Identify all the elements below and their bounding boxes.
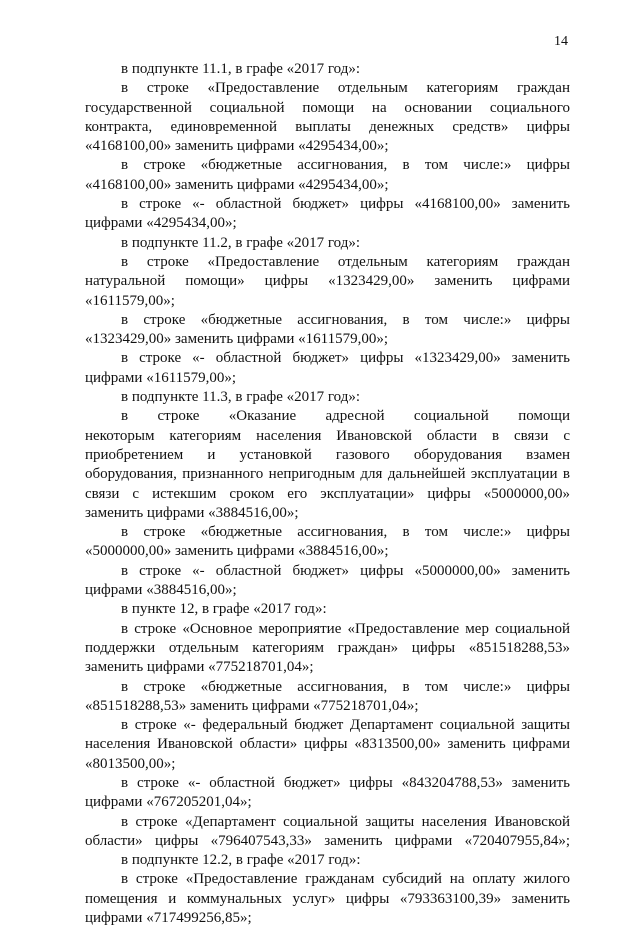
text-line: поддержки отдельным категориям граждан» цифры «851518288,53» [85, 639, 570, 656]
text-line: в строке «- областной бюджет» цифры «4168100,00» заменить [121, 196, 570, 213]
text-line: в строке «- федеральный бюджет Департамент социальной защиты [121, 717, 570, 734]
text-line: «8013500,00»; [85, 755, 176, 772]
text-line: «1611579,00»; [85, 292, 175, 309]
text-line: контракта, единовременной выплаты денежных средств» цифры [85, 118, 570, 135]
text-line: в строке «Предоставление гражданам субсидий на оплату жилого [121, 871, 570, 888]
text-line: заменить цифрами «3884516,00»; [85, 504, 299, 521]
text-line: государственной социальной помощи на основании социального [85, 99, 570, 116]
text-line: цифрами «717499256,85»; [85, 910, 252, 927]
text-line: «1323429,00» заменить цифрами «1611579,00»; [85, 331, 388, 348]
text-line: в подпункте 11.3, в графе «2017 год»: [121, 389, 361, 406]
text-line: в строке «бюджетные ассигнования, в том числе:» цифры [121, 311, 570, 328]
text-line: в строке «Оказание адресной социальной помощи [121, 408, 570, 425]
text-line: натуральной помощи» цифры «1323429,00» заменить цифрами [85, 273, 570, 290]
text-line: цифрами «3884516,00»; [85, 582, 237, 599]
text-line: в пункте 12, в графе «2017 год»: [121, 601, 327, 618]
text-line: связи с истекшим сроком его эксплуатации» цифры «5000000,00» [85, 485, 570, 502]
text-line: в строке «- областной бюджет» цифры «843204788,53» заменить [121, 774, 570, 791]
text-line: «851518288,53» заменить цифрами «775218701,04»; [85, 697, 419, 714]
text-line: в строке «Департамент социальной защиты населения Ивановской [121, 813, 570, 830]
text-line: в строке «Предоставление отдельным категориям граждан [121, 253, 570, 270]
text-line: в строке «Предоставление отдельным категориям граждан [121, 80, 570, 97]
text-line: оборудования, признанного непригодным для дальнейшей эксплуатации в [85, 466, 570, 483]
text-line: в строке «бюджетные ассигнования, в том числе:» цифры [121, 678, 570, 695]
text-line: цифрами «767205201,04»; [85, 794, 252, 811]
text-line: в строке «- областной бюджет» цифры «1323429,00» заменить [121, 350, 570, 367]
text-line: приобретением и установкой газового оборудования взамен [85, 446, 570, 463]
text-line: в строке «бюджетные ассигнования, в том числе:» цифры [121, 157, 570, 174]
page-number: 14 [554, 34, 568, 49]
text-line: в подпункте 12.2, в графе «2017 год»: [121, 852, 361, 869]
text-line: в подпункте 11.2, в графе «2017 год»: [121, 234, 361, 251]
text-line: области» цифры «796407543,33» заменить цифрами «720407955,84»; [85, 832, 570, 849]
text-line: цифрами «4295434,00»; [85, 215, 237, 232]
text-line: в подпункте 11.1, в графе «2017 год»: [121, 61, 361, 77]
text-line: «5000000,00» заменить цифрами «3884516,00»; [85, 543, 389, 560]
text-line: заменить цифрами «775218701,04»; [85, 659, 314, 676]
text-line: населения Ивановской области» цифры «8313500,00» заменить цифрами [85, 736, 570, 753]
document-body [85, 60, 570, 928]
text-line: некоторым категориям населения Ивановской области в связи с [85, 427, 570, 444]
text-line: в строке «- областной бюджет» цифры «5000000,00» заменить [121, 562, 570, 579]
text-line: «4168100,00» заменить цифрами «4295434,00»; [85, 138, 389, 155]
text-line: в строке «бюджетные ассигнования, в том числе:» цифры [121, 524, 570, 541]
text-line: цифрами «1611579,00»; [85, 369, 237, 386]
text-line: в строке «Основное мероприятие «Предоставление мер социальной [121, 620, 570, 637]
text-line: «4168100,00» заменить цифрами «4295434,00»; [85, 176, 389, 193]
text-line: помещения и коммунальных услуг» цифры «793363100,39» заменить [85, 890, 570, 907]
